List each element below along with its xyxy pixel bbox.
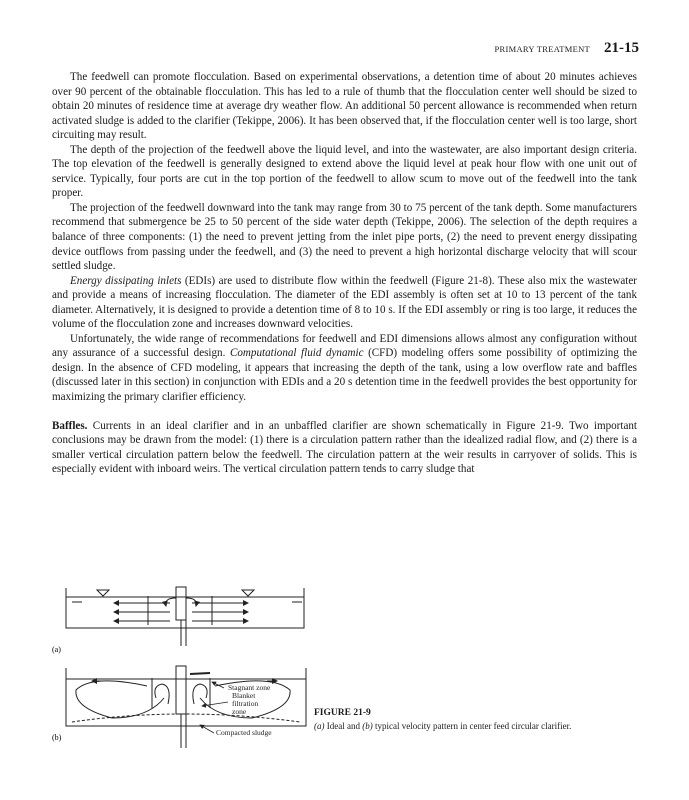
paragraph-text: (CFD) modeling offers some possibility of optimizing the design. In the absence of CFD modeling, it appears that increasing the depth of the tank, using a low overflow rate and baffles (discussed later in this section) in conjunction with EDIs and a 20 s detention time in the feedwell provides the best opportunity for maximizing the primary clarifier efficiency. [52,347,637,404]
stagnant-zone-label: Stagnant zone [228,683,271,692]
term-italic: Energy dissipating inlets [70,274,182,287]
paragraph [52,332,637,405]
caption-title: FIGURE 21-9 [314,708,371,718]
compacted-sludge-label: Compacted sludge [216,728,272,737]
body-text [52,70,637,477]
paragraph-text: Currents in an ideal clarifier and in an unbaffled clarifier are shown schematically in Figure 21-9. Two important conclusions may be drawn from the model: (1) there is a circulation pattern rather than the idealized radial flow, and (2) there is a smaller vertical circulation pattern below the feedwell. The circulation pattern at the weir results in carryover of solids. This is especially evident with inboard weirs. The vertical circulation pattern tends to carry sludge that [52,419,637,476]
caption-part-a: (a) [314,720,325,731]
blanket-label: zone [232,707,247,716]
page-number: 21-15 [604,40,639,56]
caption-part-b: (b) [362,720,373,731]
paragraph-text: The feedwell can promote flocculation. Based on experimental observations, a detention time of about 20 minutes achieves over 90 percent of the obtainable flocculation. This has led to a rule of thumb that the flocculation center well should be sized to obtain 20 minutes of residence time at average dry weather flow. An additional 50 percent allowance is recommended when return activated sludge is added to the clarifier (Tekippe, 2006). It has been observed that, if the flocculation center well is too large, short circuiting may result. [52,71,637,142]
running-header [494,40,639,57]
label-b: (b) [52,733,62,742]
paragraph [52,201,637,274]
blanket-label: filtration [232,699,259,708]
paragraph [52,143,637,201]
label-a: (a) [52,645,61,654]
section-title: PRIMARY TREATMENT [494,44,590,54]
blanket-label: Blanket [232,691,256,700]
diagram-a [66,587,304,646]
caption-text: typical velocity pattern in center feed circular clarifier. [372,720,572,731]
water-level-icon [97,590,109,596]
paragraph [52,70,637,143]
water-level-icon [242,590,254,596]
term-italic: Computational fluid dynamic [229,347,364,360]
paragraph-text: Unfortunately, the wide range of recommendations for feedwell and EDI dimensions allows almost any configuration without any assurance of a successful design. [52,332,637,360]
paragraph-text: (EDIs) are used to distribute flow within the feedwell (Figure 21-8). These also mix the wastewater and provide a means of increasing flocculation. The diameter of the EDI assembly is often set at 10 to 13 percent of the tank diameter. Alternatively, it is designed to provide a detention time of 8 to 10 s. If the EDI assembly or ring is too large, it reduces the volume of the flocculation zone and increases downward velocities. [52,274,637,331]
paragraph-text: The projection of the feedwell downward into the tank may range from 30 to 75 percent of the tank depth. Some manufacturers recommend that submergence be 25 to 50 percent of the side water depth (Tekippe, 2006). The selection of the depth requires a balance of three components: (1) the need to prevent jetting from the inlet pipe ports, (2) the need to prevent energy dissipating device outflows from passing under the feedwell, and (3) the need to prevent a high horizontal discharge velocity that will scour settled sludge. [52,201,637,273]
paragraph-text: The depth of the projection of the feedwell above the liquid level, and into the wastewater, are also important design criteria. The top elevation of the feedwell is generally designed to extend above the liquid level at peak hour flow with one unit out of service. Typically, four ports are cut in the top portion of the feedwell to allow scum to move out of the feedwell into the tank proper. [52,143,637,200]
paragraph [52,274,637,332]
caption-text: Ideal and [324,720,363,731]
figure-caption [314,708,594,732]
run-in-heading: Baffles. [52,419,88,432]
paragraph-baffles [52,419,637,477]
diagram-b-labels [216,683,272,737]
